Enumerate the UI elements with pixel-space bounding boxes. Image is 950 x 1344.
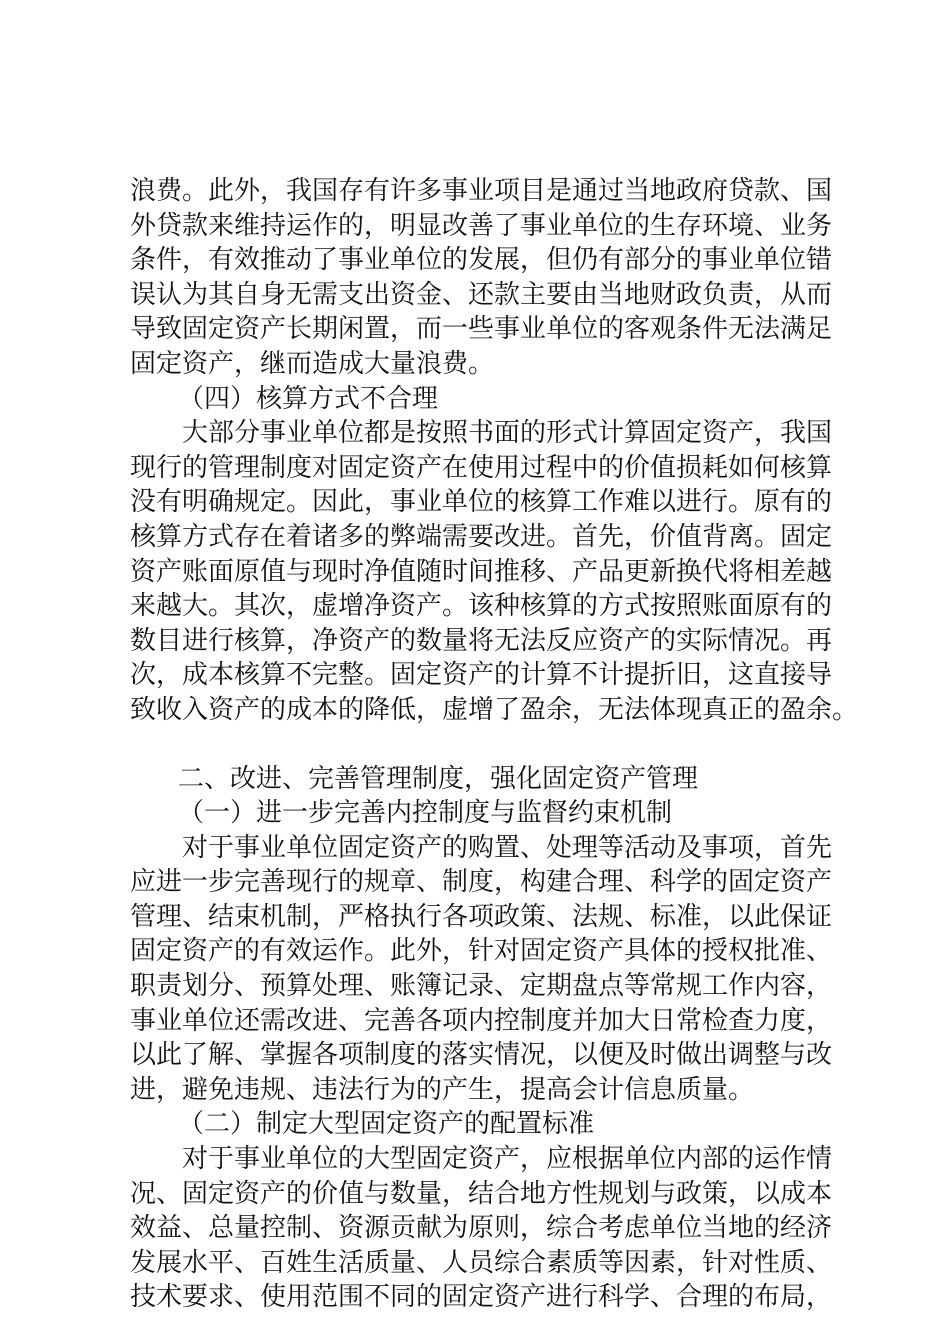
text-line: 核算方式存在着诸多的弊端需要改进。首先，价值背离。固定 [130, 521, 833, 552]
text-line: 固定资产，继而造成大量浪费。 [130, 348, 495, 379]
text-line: 对于事业单位固定资产的购置、处理等活动及事项，首先 [182, 832, 833, 863]
text-line: 事业单位还需改进、完善各项内控制度并加大日常检查力度， [130, 1005, 833, 1036]
text-line: 致收入资产的成本的降低，虚增了盈余，无法体现真正的盈余。 [130, 694, 859, 725]
text-line: 误认为其自身无需支出资金、还款主要由当地财政负责，从而 [130, 279, 833, 310]
paragraph-gap [130, 728, 830, 762]
text-line: 没有明确规定。因此，事业单位的核算工作难以进行。原有的 [130, 487, 833, 518]
section-heading: （二）制定大型固定资产的配置标准 [178, 1109, 595, 1140]
text-line: 技术要求、使用范围不同的固定资产进行科学、合理的布局， [130, 1282, 833, 1313]
text-line: 现行的管理制度对固定资产在使用过程中的价值损耗如何核算 [130, 452, 833, 483]
text-line: 职责划分、预算处理、账簿记录、定期盘点等常规工作内容， [130, 971, 833, 1002]
text-line: 外贷款来维持运作的，明显改善了事业单位的生存环境、业务 [130, 210, 833, 241]
text-line: 数目进行核算，净资产的数量将无法反应资产的实际情况。再 [130, 625, 833, 656]
section-heading: （四）核算方式不合理 [178, 383, 439, 414]
section-heading: （一）进一步完善内控制度与监督约束机制 [178, 798, 673, 829]
paragraph [130, 174, 833, 382]
section-heading: 二、改进、完善管理制度，强化固定资产管理 [178, 763, 699, 794]
text-line: 效益、总量控制、资源贡献为原则，综合考虑单位当地的经济 [130, 1213, 833, 1244]
text-line: 进，避免违规、违法行为的产生，提高会计信息质量。 [130, 1074, 755, 1105]
text-line: 次，成本核算不完整。固定资产的计算不计提折旧，这直接导 [130, 660, 833, 691]
paragraph [130, 416, 859, 727]
paragraph [130, 831, 833, 1108]
text-line: 固定资产的有效运作。此外，针对固定资产具体的授权批准、 [130, 936, 833, 967]
text-line: 发展水平、百姓生活质量、人员综合素质等因素，针对性质、 [130, 1247, 833, 1278]
text-line: 对于事业单位的大型固定资产，应根据单位内部的运作情 [182, 1144, 833, 1175]
text-line: 导致固定资产长期闲置，而一些事业单位的客观条件无法满足 [130, 314, 833, 345]
text-line: 管理、结束机制，严格执行各项政策、法规、标准，以此保证 [130, 901, 833, 932]
text-line: 况、固定资产的价值与数量，结合地方性规划与政策，以成本 [130, 1178, 833, 1209]
text-line: 浪费。此外，我国存有许多事业项目是通过当地政府贷款、国 [130, 176, 833, 206]
text-line: 资产账面原值与现时净值随时间推移、产品更新换代将相差越 [130, 556, 833, 587]
text-line: 以此了解、掌握各项制度的落实情况，以便及时做出调整与改 [130, 1040, 833, 1071]
text-line: 条件，有效推动了事业单位的发展，但仍有部分的事业单位错 [130, 245, 833, 276]
paragraph [130, 1142, 833, 1315]
text-line: 大部分事业单位都是按照书面的形式计算固定资产，我国 [182, 418, 833, 449]
text-line: 应进一步完善现行的规章、制度，构建合理、科学的固定资产 [130, 867, 833, 898]
document-body [130, 174, 859, 1315]
text-line: 来越大。其次，虚增净资产。该种核算的方式按照账面原有的 [130, 591, 833, 622]
